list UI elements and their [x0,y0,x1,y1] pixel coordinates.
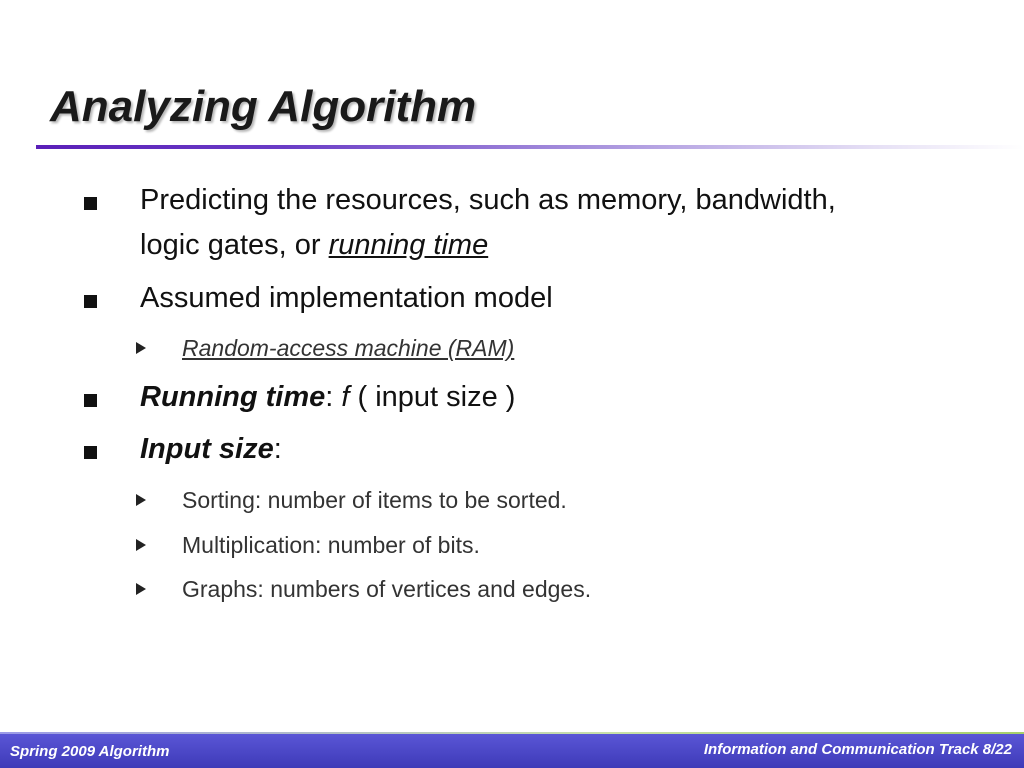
running-time-link[interactable]: running time [328,229,489,261]
bullet-implementation-model: Assumed implementation model [140,282,553,314]
triangle-bullet-icon [136,583,146,595]
square-bullet-icon [84,446,97,459]
function-f: f [341,381,350,413]
running-time-colon: : [325,381,342,413]
running-time-expression: ( input size ) [349,381,516,413]
bullet-predicting-line2 [140,229,488,262]
sub-bullet-sorting: Sorting: number of items to be sorted. [182,487,567,513]
title-underline-rule [36,145,1024,149]
triangle-bullet-icon [136,342,146,354]
slide-title: Analyzing Algorithm [50,82,477,131]
bullet-input-size [140,433,282,466]
triangle-bullet-icon [136,494,146,506]
footer-course-label: Spring 2009 Algorithm [10,743,170,760]
ram-link[interactable]: Random-access machine (RAM) [182,335,515,361]
sub-bullet-graphs: Graphs: numbers of vertices and edges. [182,576,592,602]
input-size-term: Input size [140,433,274,465]
sub-bullet-multiplication: Multiplication: number of bits. [182,532,480,558]
input-size-colon: : [273,433,282,465]
bullet-running-time [140,381,515,414]
square-bullet-icon [84,394,97,407]
triangle-bullet-icon [136,539,146,551]
footer-track-page-label: Information and Communication Track 8/22 [703,741,1012,758]
bullet-predicting-line1: Predicting the resources, such as memory, bandwidth, [140,184,836,216]
running-time-term: Running time [140,381,326,413]
square-bullet-icon [84,295,97,308]
bullet-predicting-prefix: logic gates, or [140,229,329,261]
square-bullet-icon [84,197,97,210]
